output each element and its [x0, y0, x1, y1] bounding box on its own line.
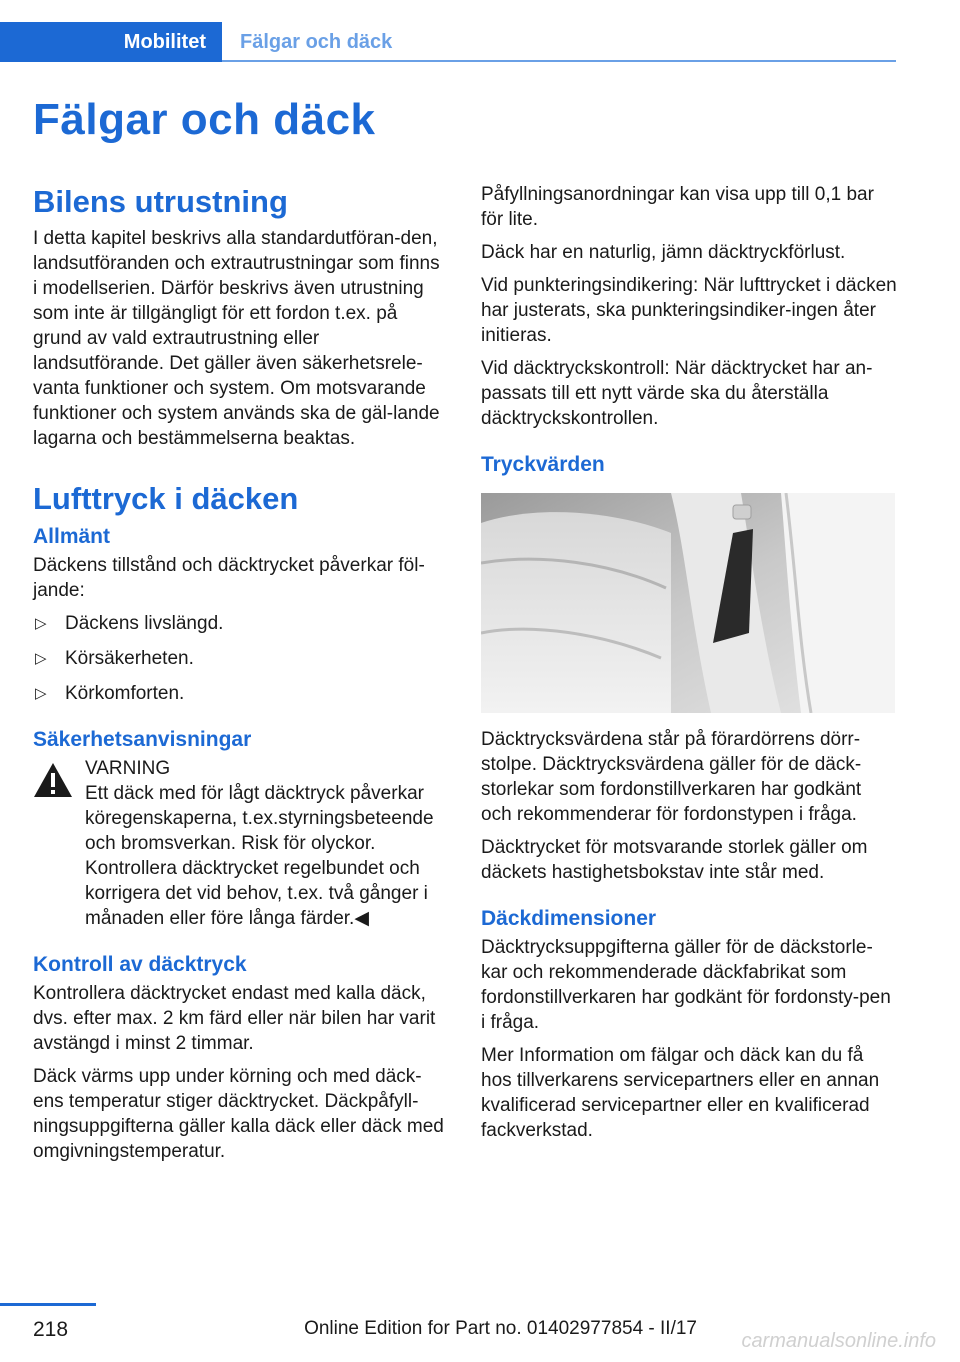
right-column — [481, 182, 897, 1151]
page-number: 218 — [33, 1318, 69, 1341]
paragraph-check-1: Kontrollera däcktrycket endast med kalla däck, dvs. efter max. 2 km färd eller när bilen har varit avstängd i minst 2 timmar. — [33, 983, 436, 1054]
door-pillar-photo — [481, 493, 895, 713]
warning-text: Ett däck med för lågt däcktryck påverkar köregenskaperna, t.ex.styrningsbeteende och bromsverkan. Risk för olyckor. Kontrollera däcktrycket regelbundet och korrigera det vid behov, t.ex. två gånger i månaden eller före långa färder.◀ — [85, 783, 434, 929]
heading-tire-pressure: Lufttryck i däcken — [33, 481, 299, 516]
paragraph-more-info: Mer Information om fälgar och däck kan du få hos tillverkarens servicepartners eller en annan kvalificerad servicepartner eller en kvalificerad fackverkstad. — [481, 1045, 880, 1141]
paragraph-general: Däckens tillstånd och däcktrycket påverkar föl‐jande: — [33, 555, 425, 601]
paragraph-check-2: Däck värms upp under körning och med däck‐ens temperatur stiger däcktrycket. Däckpåfyll‐ningsuppgifterna gäller kalla däck eller däck med omgivningstemperatur. — [33, 1066, 444, 1162]
section-tab-mobilitet[interactable]: Mobilitet — [0, 22, 222, 62]
bullet-list — [33, 611, 449, 706]
heading-safety: Säkerhetsanvisningar — [33, 728, 252, 751]
heading-equipment: Bilens utrustning — [33, 184, 288, 219]
heading-pressure-values: Tryckvärden — [481, 453, 605, 476]
triangle-bullet-icon: ▷ — [35, 650, 47, 667]
paragraph-fill-devices: Påfyllningsanordningar kan visa upp till 0,1 bar för lite. — [481, 184, 874, 230]
warning-title: VARNING — [85, 758, 171, 779]
paragraph-equipment: I detta kapitel beskrivs alla standardutföran‐den, landsutföranden och extrautrustningar som finns i modellserien. Därför beskrivs även utrustning som inte är tillgängligt för ett fordon t.ex. på grund av vald extrautrustning eller landsutförande. Det gäller även säkerhetsrele‐vanta funktioner och system. Om motsvarande funktioner och system används ska de gäl‐lande lagarna och bestämmelserna beaktas. — [33, 228, 440, 449]
left-column — [33, 182, 449, 1172]
list-item: ▷ Däckens livslängd. — [35, 613, 224, 634]
header-divider — [222, 60, 896, 62]
paragraph-dimensions: Däcktrycksuppgifterna gäller för de däckstorle‐kar och rekommenderade däckfabrikat som fordonstillverkaren har godkänt för fordonsty‐pen i fråga. — [481, 937, 891, 1033]
paragraph-pressure-control: Vid däcktryckskontroll: När däcktrycket har an‐passats till ett nytt värde ska du återställa däcktryckskontrollen. — [481, 358, 873, 429]
paragraph-values-location: Däcktrycksvärdena står på förardörrens dörr‐stolpe. Däcktrycksvärdena gäller för de däck‐storlekar som fordonstillverkaren har godkänt och rekommenderar för fordonstypen i fråga. — [481, 729, 862, 825]
paragraph-pressure-loss: Däck har en naturlig, jämn däcktryckförlust. — [481, 242, 846, 263]
list-item: ▷ Körkomforten. — [35, 683, 185, 704]
heading-check: Kontroll av däcktryck — [33, 953, 247, 976]
paragraph-puncture: Vid punkteringsindikering: När lufttrycket i däcken har justerats, ska punkteringsindiker‐ingen åter initieras. — [481, 275, 897, 346]
heading-tire-dimensions: Däckdimensioner — [481, 907, 657, 930]
page-title: Fälgar och däck — [33, 95, 376, 144]
warning-triangle-icon — [33, 762, 73, 798]
door-pillar-image — [481, 493, 895, 713]
triangle-bullet-icon: ▷ — [35, 615, 47, 632]
paragraph-speed-letter: Däcktrycket för motsvarande storlek gäller om däckets hastighetsbokstav inte står med. — [481, 837, 868, 883]
page-header — [0, 0, 960, 64]
heading-general: Allmänt — [33, 525, 111, 548]
triangle-bullet-icon: ▷ — [35, 685, 47, 702]
footer-divider — [0, 1303, 96, 1306]
edition-note: Online Edition for Part no. 01402977854 - II/17 — [304, 1318, 697, 1339]
watermark-logo: carmanualsonline.info — [741, 1330, 936, 1352]
list-item: ▷ Körsäkerheten. — [35, 648, 194, 669]
section-tab-falgar[interactable]: Fälgar och däck — [240, 31, 393, 53]
warning-block — [33, 756, 449, 931]
